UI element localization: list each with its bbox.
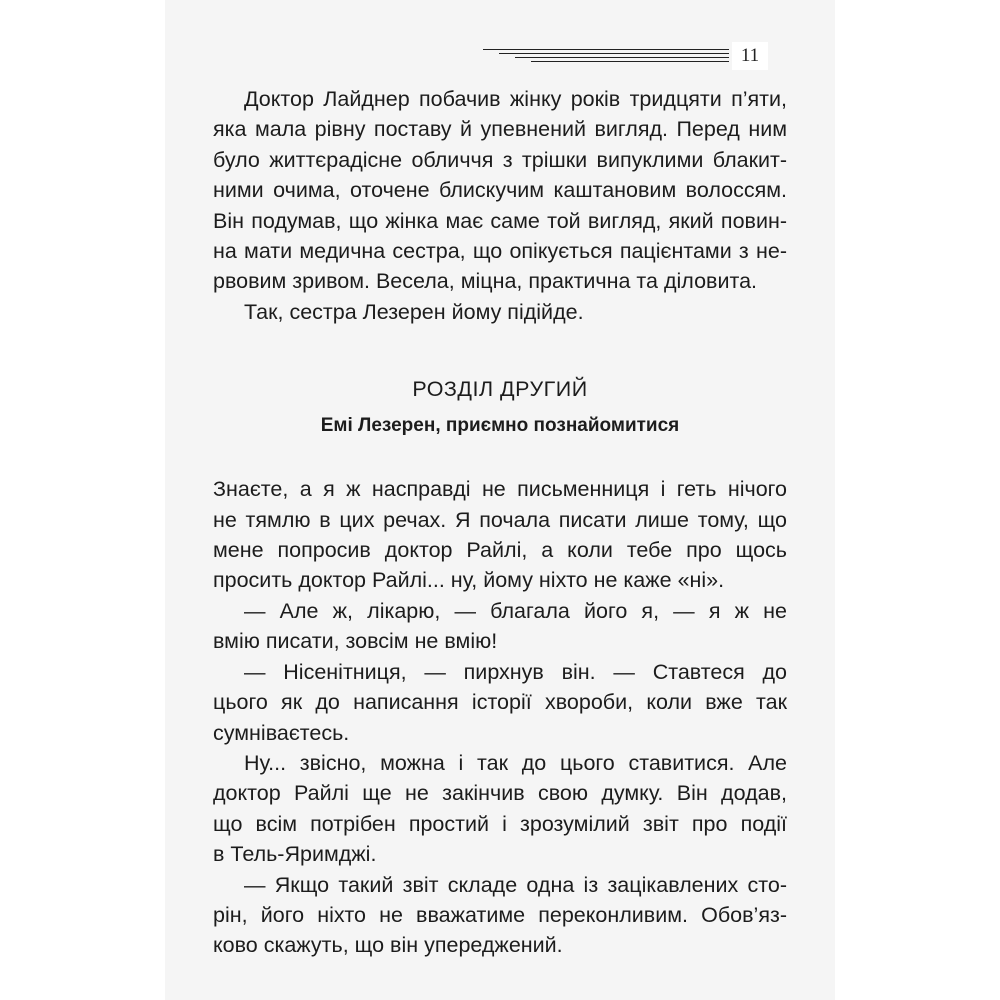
paragraph (213, 297, 787, 327)
paragraph (213, 748, 787, 870)
body-text (213, 84, 787, 961)
page-number: 11 (732, 42, 768, 70)
text-line: доктор Райлі ще не закінчив свою думку. Він додав, (213, 781, 787, 806)
text-line: сумніваєтесь. (213, 720, 350, 745)
text-line: просить доктор Райлі... ну, йому ніхто не каже «ні». (213, 568, 725, 593)
book-page (165, 0, 835, 1000)
text-line: в Тель-Яримджі. (213, 842, 377, 867)
header-rule (483, 49, 729, 50)
text-line: на мати медична сестра, що опікується пацієнтами з не- (213, 239, 787, 264)
header-rule (531, 61, 729, 62)
text-line: — Але ж, лікарю, — благала його я, — я ж не (244, 598, 787, 623)
text-line: мене попросив доктор Райлі, а коли тебе про щось (213, 538, 787, 563)
text-line: — Якщо такий звіт складе одна із зацікавлених сто- (244, 872, 787, 897)
header-rule (499, 53, 729, 54)
header-rule (515, 57, 729, 58)
paragraph (213, 870, 787, 961)
text-line: не тямлю в цих речах. Я почала писати лише тому, що (213, 507, 787, 532)
paragraph (213, 657, 787, 748)
text-line: було життєрадісне обличчя з трішки випуклими блакит- (213, 147, 787, 172)
paragraph (213, 474, 787, 596)
paragraph (213, 84, 787, 297)
text-line: Ну... звісно, можна і так до цього ставитися. Але (244, 750, 787, 775)
text-line: рін, його ніхто не вважатиме переконливим. Обов’яз- (213, 902, 787, 927)
text-line: ними очима, оточене блискучим каштановим волоссям. (213, 178, 787, 203)
chapter-subtitle: Емі Лезерен, приємно познайомитися (320, 415, 680, 437)
text-line: цього як до написання історії хвороби, коли вже так (213, 690, 787, 715)
text-line: яка мала рівну поставу й упевнений вигляд. Перед ним (213, 117, 787, 142)
section-gap (213, 441, 787, 474)
text-line: — Нісенітниця, — пирхнув він. — Ставтеся до (244, 659, 787, 684)
text-line: рвовим зривом. Весела, міцна, практична та діловита. (213, 269, 757, 294)
text-line: Він подумав, що жінка має саме той вигляд, який повин- (213, 208, 787, 233)
text-line: що всім потрібен простий і зрозумілий звіт про події (213, 811, 787, 836)
chapter-title: РОЗДІЛ ДРУГИЙ (412, 377, 588, 402)
text-line: Так, сестра Лезерен йому підійде. (244, 299, 584, 324)
paragraph (213, 596, 787, 657)
text-line: Знаєте, а я ж насправді не письменниця і геть нічого (213, 477, 787, 502)
text-line: Доктор Лайднер побачив жінку років тридцяти п’яти, (244, 87, 787, 111)
page-header (165, 40, 835, 70)
text-line: ково скажуть, що він упереджений. (213, 933, 563, 958)
text-line: вмію писати, зовсім не вмію! (213, 629, 498, 654)
